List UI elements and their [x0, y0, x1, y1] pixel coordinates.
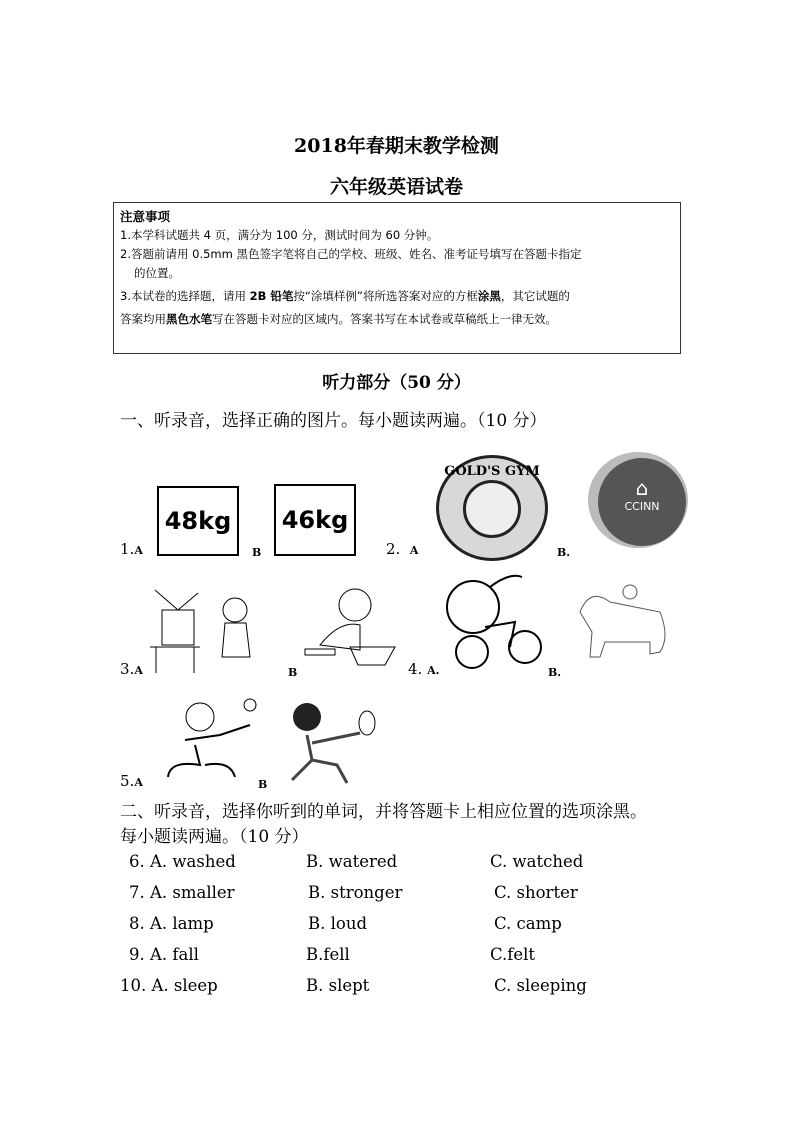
q4-label-b: B.: [548, 666, 562, 679]
badminton-picture: [282, 695, 392, 787]
text: A: [134, 544, 143, 557]
section-2-heading-cont: 每小题读两遍。（10 分）: [120, 827, 309, 847]
question-10-option-a: 10. A. sleep: [120, 976, 218, 995]
question-10-option-c: C. sleeping: [494, 976, 587, 995]
notice-line-3b: [114, 310, 680, 329]
text: 5.: [120, 772, 135, 790]
notice-line-2b: 的位置。: [134, 266, 180, 280]
watching-tv-picture: [150, 585, 270, 675]
text: A: [409, 544, 419, 557]
question-6-option-c: C. watched: [490, 852, 584, 871]
question-8-option-a: 8. A. lamp: [129, 914, 214, 933]
washing-clothes-picture: [300, 585, 400, 675]
logo-text: CCINN: [624, 500, 660, 513]
q2-label: [386, 540, 418, 558]
logo-text: GOLD'S GYM: [444, 464, 540, 479]
question-10-option-b: B. slept: [306, 976, 370, 995]
listening-title: 听力部分（50 分）: [322, 373, 471, 393]
notice-box: [113, 202, 681, 354]
q3-label: [120, 660, 143, 678]
q1-picture-b: 46kg: [274, 484, 356, 556]
notice-heading: 注意事项: [120, 209, 171, 224]
q2-label-b: B.: [557, 546, 571, 559]
question-6-option-b: B. watered: [306, 852, 398, 871]
text: 2.: [386, 540, 401, 558]
question-7-option-a: 7. A. smaller: [129, 883, 235, 902]
q3-label-b: B: [288, 666, 298, 679]
golds-gym-logo: [436, 455, 548, 561]
text: 黑色水笔: [166, 312, 212, 326]
ccinn-logo: ⌂ CCINN: [588, 452, 688, 548]
text: 3.本试卷的选择题，请用: [120, 289, 250, 303]
question-9-option-a: 9. A. fall: [129, 945, 199, 964]
text: A: [134, 776, 143, 789]
section-2-heading: 二、听录音，选择你听到的单词，并将答题卡上相应位置的选项涂黑。: [120, 802, 647, 822]
q1-picture-a: 48kg: [157, 486, 239, 556]
question-9-option-b: B.fell: [306, 945, 350, 964]
text: 写在答题卡对应的区域内。答案书写在本试卷或草稿纸上一律无效。: [212, 312, 557, 326]
q5-label-b: B: [258, 778, 268, 791]
text: ，其它试题的: [500, 289, 570, 303]
text: A.: [427, 664, 440, 677]
text: A: [134, 664, 143, 677]
notice-line-3: [114, 287, 680, 306]
q1-label-b: B: [252, 546, 262, 559]
exam-subtitle: 六年级英语试卷: [329, 176, 463, 198]
question-7-option-b: B. stronger: [308, 883, 403, 902]
q1-label: [120, 540, 143, 558]
q4-label: [408, 660, 439, 678]
text: 1.: [120, 540, 135, 558]
question-8-option-c: C. camp: [494, 914, 562, 933]
q5-label: [120, 772, 143, 790]
riding-bike-picture: [440, 572, 545, 672]
question-7-option-c: C. shorter: [494, 883, 578, 902]
question-6-option-a: 6. A. washed: [129, 852, 236, 871]
question-9-option-c: C.felt: [490, 945, 536, 964]
notice-line-2: 2.答题前请用 0.5mm 黑色签字笔将自己的学校、班级、姓名、准考证号填写在答题卡指定: [120, 247, 582, 261]
section-1-heading: 一、听录音，选择正确的图片。每小题读两遍。（10 分）: [120, 411, 547, 431]
text: 答案均用: [120, 312, 166, 326]
text: 2B 铅笔: [249, 289, 294, 303]
notice-line-1: 1.本学科试题共 4 页，满分为 100 分，测试时间为 60 分钟。: [120, 228, 439, 242]
exam-title: 2018年春期末教学检测: [294, 135, 499, 157]
baseball-picture: [160, 695, 260, 785]
text: 按“涂填样例”将所选答案对应的方框: [293, 289, 478, 303]
text: 4.: [408, 660, 423, 678]
riding-horse-picture: [570, 582, 675, 667]
question-8-option-b: B. loud: [308, 914, 368, 933]
text: 3.: [120, 660, 135, 678]
text: 涂黑: [477, 289, 501, 303]
